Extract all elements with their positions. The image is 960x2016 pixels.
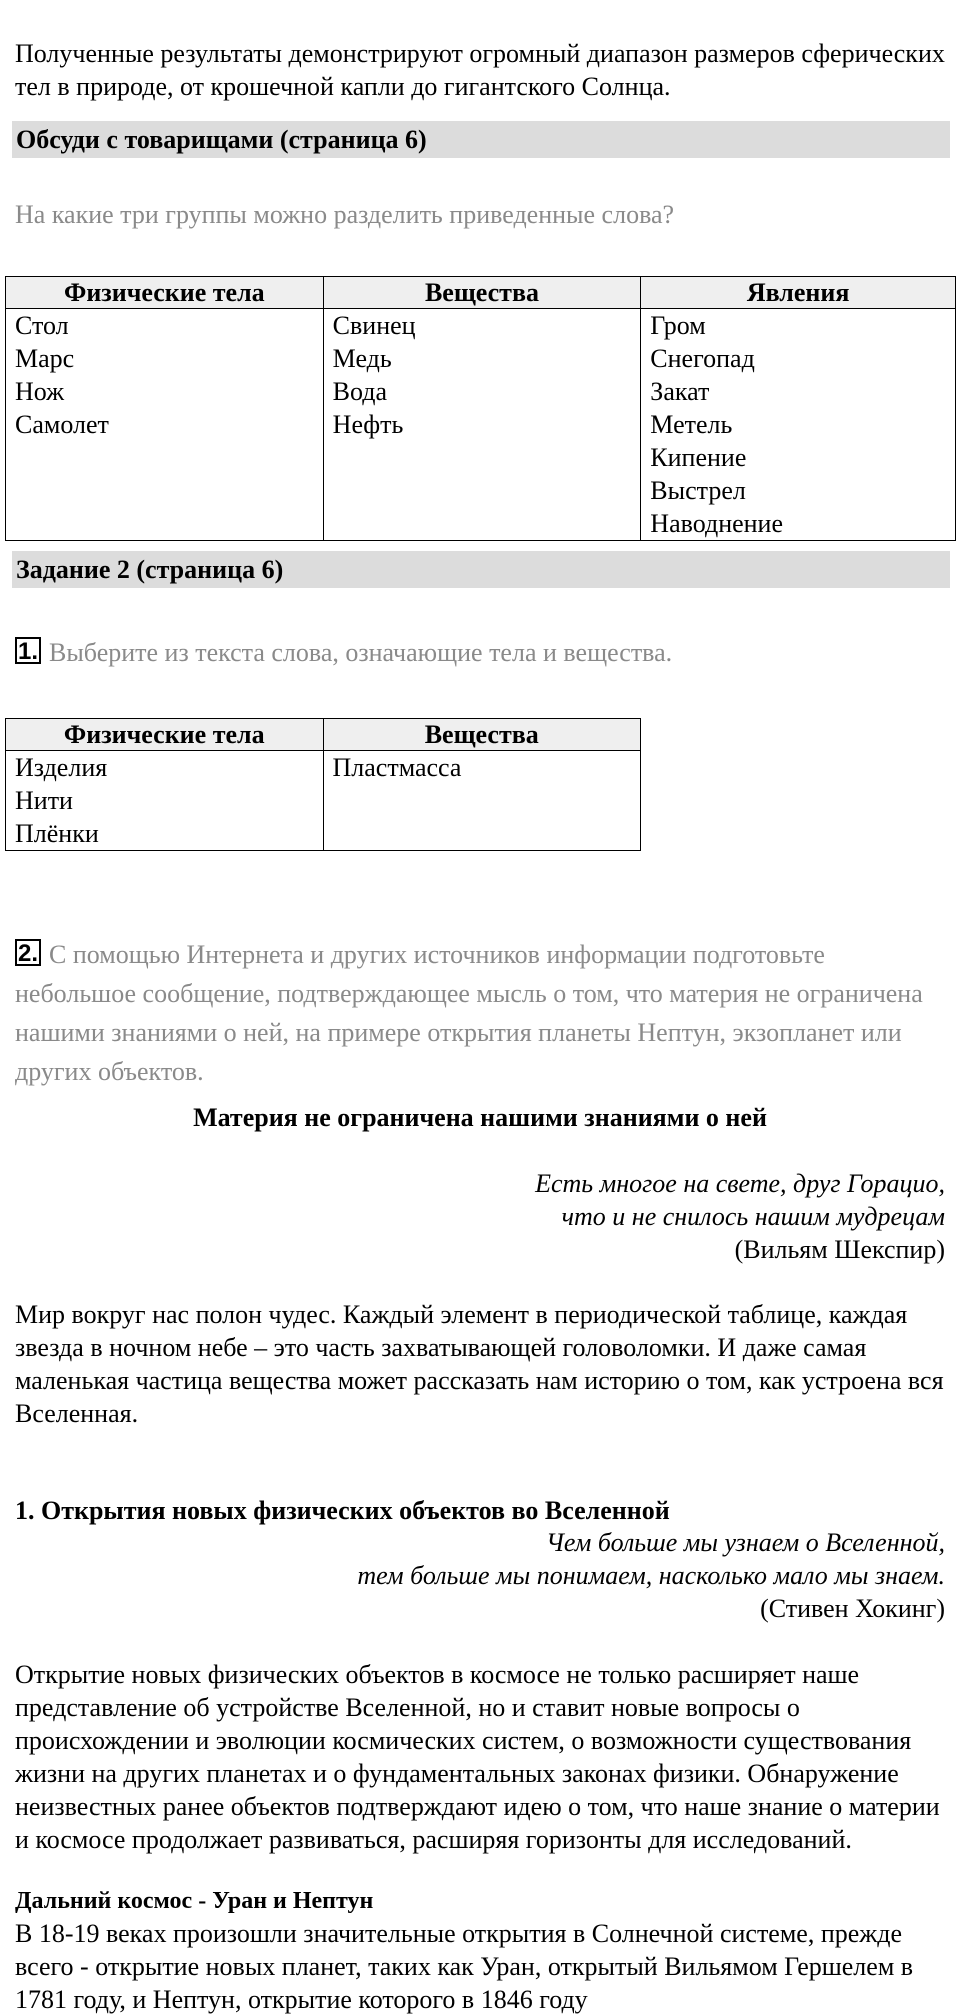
essay-subheading: Дальний космос - Уран и Нептун <box>15 1888 374 1914</box>
essay-paragraph-3: В 18-19 веках произошли значительные открытия в Солнечной системе, прежде всего - открытие новых планет, таких как Уран, открытый Вильямом Гершелем в 1781 году, и Нептун, открытие которого в 1846 году <box>15 1919 914 2014</box>
list-item: Снегопад <box>650 344 755 373</box>
list-item: Нефть <box>332 410 404 439</box>
list-item: Нож <box>15 377 65 406</box>
task1-text: Выберите из текста слова, означающие тела и вещества. <box>49 638 673 667</box>
list-item: Самолет <box>15 410 109 439</box>
epigraph-line: что и не снилось нашим мудрецам <box>561 1202 945 1231</box>
list-item: Пластмасса <box>332 753 462 782</box>
epigraph-2 <box>45 1526 945 1625</box>
section-heading-task2: Задание 2 (страница 6) <box>12 551 950 588</box>
epigraph-line: Чем больше мы узнаем о Вселенной, <box>545 1528 945 1557</box>
table-row <box>6 751 641 851</box>
list-item: Закат <box>650 377 710 406</box>
table-cell-bodies <box>6 309 324 541</box>
list-item: Нити <box>15 786 73 815</box>
list-item: Метель <box>650 410 733 439</box>
table-cell-bodies <box>6 751 324 851</box>
table-header: Физические тела <box>6 719 324 751</box>
epigraph-line: Есть многое на свете, друг Горацио, <box>535 1169 945 1198</box>
list-item: Кипение <box>650 443 747 472</box>
list-item: Наводнение <box>650 509 784 538</box>
essay-section-heading: 1. Открытия новых физических объектов во Вселенной <box>15 1496 670 1525</box>
table-cell-substances <box>323 309 641 541</box>
list-item: Вода <box>332 377 388 406</box>
task2-paragraph <box>15 935 950 1091</box>
groups-table <box>5 276 956 541</box>
list-item: Свинец <box>332 311 416 340</box>
epigraph-author: (Стивен Хокинг) <box>760 1594 945 1623</box>
intro-paragraph: Полученные результаты демонстрируют огромный диапазон размеров сферических тел в природе, от крошечной капли до гигантского Солнца. <box>15 39 945 101</box>
table-header: Вещества <box>323 719 641 751</box>
epigraph-author: (Вильям Шекспир) <box>734 1235 945 1264</box>
discuss-question: На какие три группы можно разделить приведенные слова? <box>15 200 675 229</box>
table-header-row <box>6 719 641 751</box>
epigraph <box>45 1167 945 1266</box>
list-item: Стол <box>15 311 69 340</box>
table-row <box>6 309 956 541</box>
table-header: Явления <box>641 277 956 309</box>
section-heading-discuss: Обсуди с товарищами (страница 6) <box>12 121 950 158</box>
list-item: Марс <box>15 344 75 373</box>
list-item: Выстрел <box>650 476 746 505</box>
task-number-badge: 2. <box>15 939 41 966</box>
task-number-badge: 1. <box>15 637 41 664</box>
table-header-row <box>6 277 956 309</box>
list-item: Плёнки <box>15 819 99 848</box>
table-cell-phenomena <box>641 309 956 541</box>
task1-paragraph <box>15 636 950 669</box>
essay-paragraph-1: Мир вокруг нас полон чудес. Каждый элемент в периодической таблице, каждая звезда в ночном небе – это часть захватывающей головоломки. И даже самая маленькая частица вещества может рассказать нам историю о том, как устроена вся Вселенная. <box>15 1300 944 1428</box>
bodies-substances-table <box>5 718 641 851</box>
task2-text: С помощью Интернета и других источников информации подготовьте небольшое сообщение, подтверждающее мысль о том, что материя не ограничена нашими знаниями о ней, на примере открытия планеты Нептун, экзопланет или других объектов. <box>15 940 923 1086</box>
list-item: Гром <box>650 311 706 340</box>
table-header: Физические тела <box>6 277 324 309</box>
essay-title: Материя не ограничена нашими знаниями о ней <box>193 1103 767 1132</box>
list-item: Медь <box>332 344 392 373</box>
table-cell-substances <box>323 751 641 851</box>
epigraph-line: тем больше мы понимаем, насколько мало мы знаем. <box>357 1561 945 1590</box>
list-item: Изделия <box>15 753 108 782</box>
table-header: Вещества <box>323 277 641 309</box>
essay-paragraph-2: Открытие новых физических объектов в космосе не только расширяет наше представление об устройстве Вселенной, но и ставит новые вопросы о происхождении и эволюции космических систем, о возможности существования жизни на других планетах и о фундаментальных законах физики. Обнаружение неизвестных ранее объектов подтверждают идею о том, что наше знание о материи и космосе продолжает развиваться, расширяя горизонты для исследований. <box>15 1660 940 1854</box>
